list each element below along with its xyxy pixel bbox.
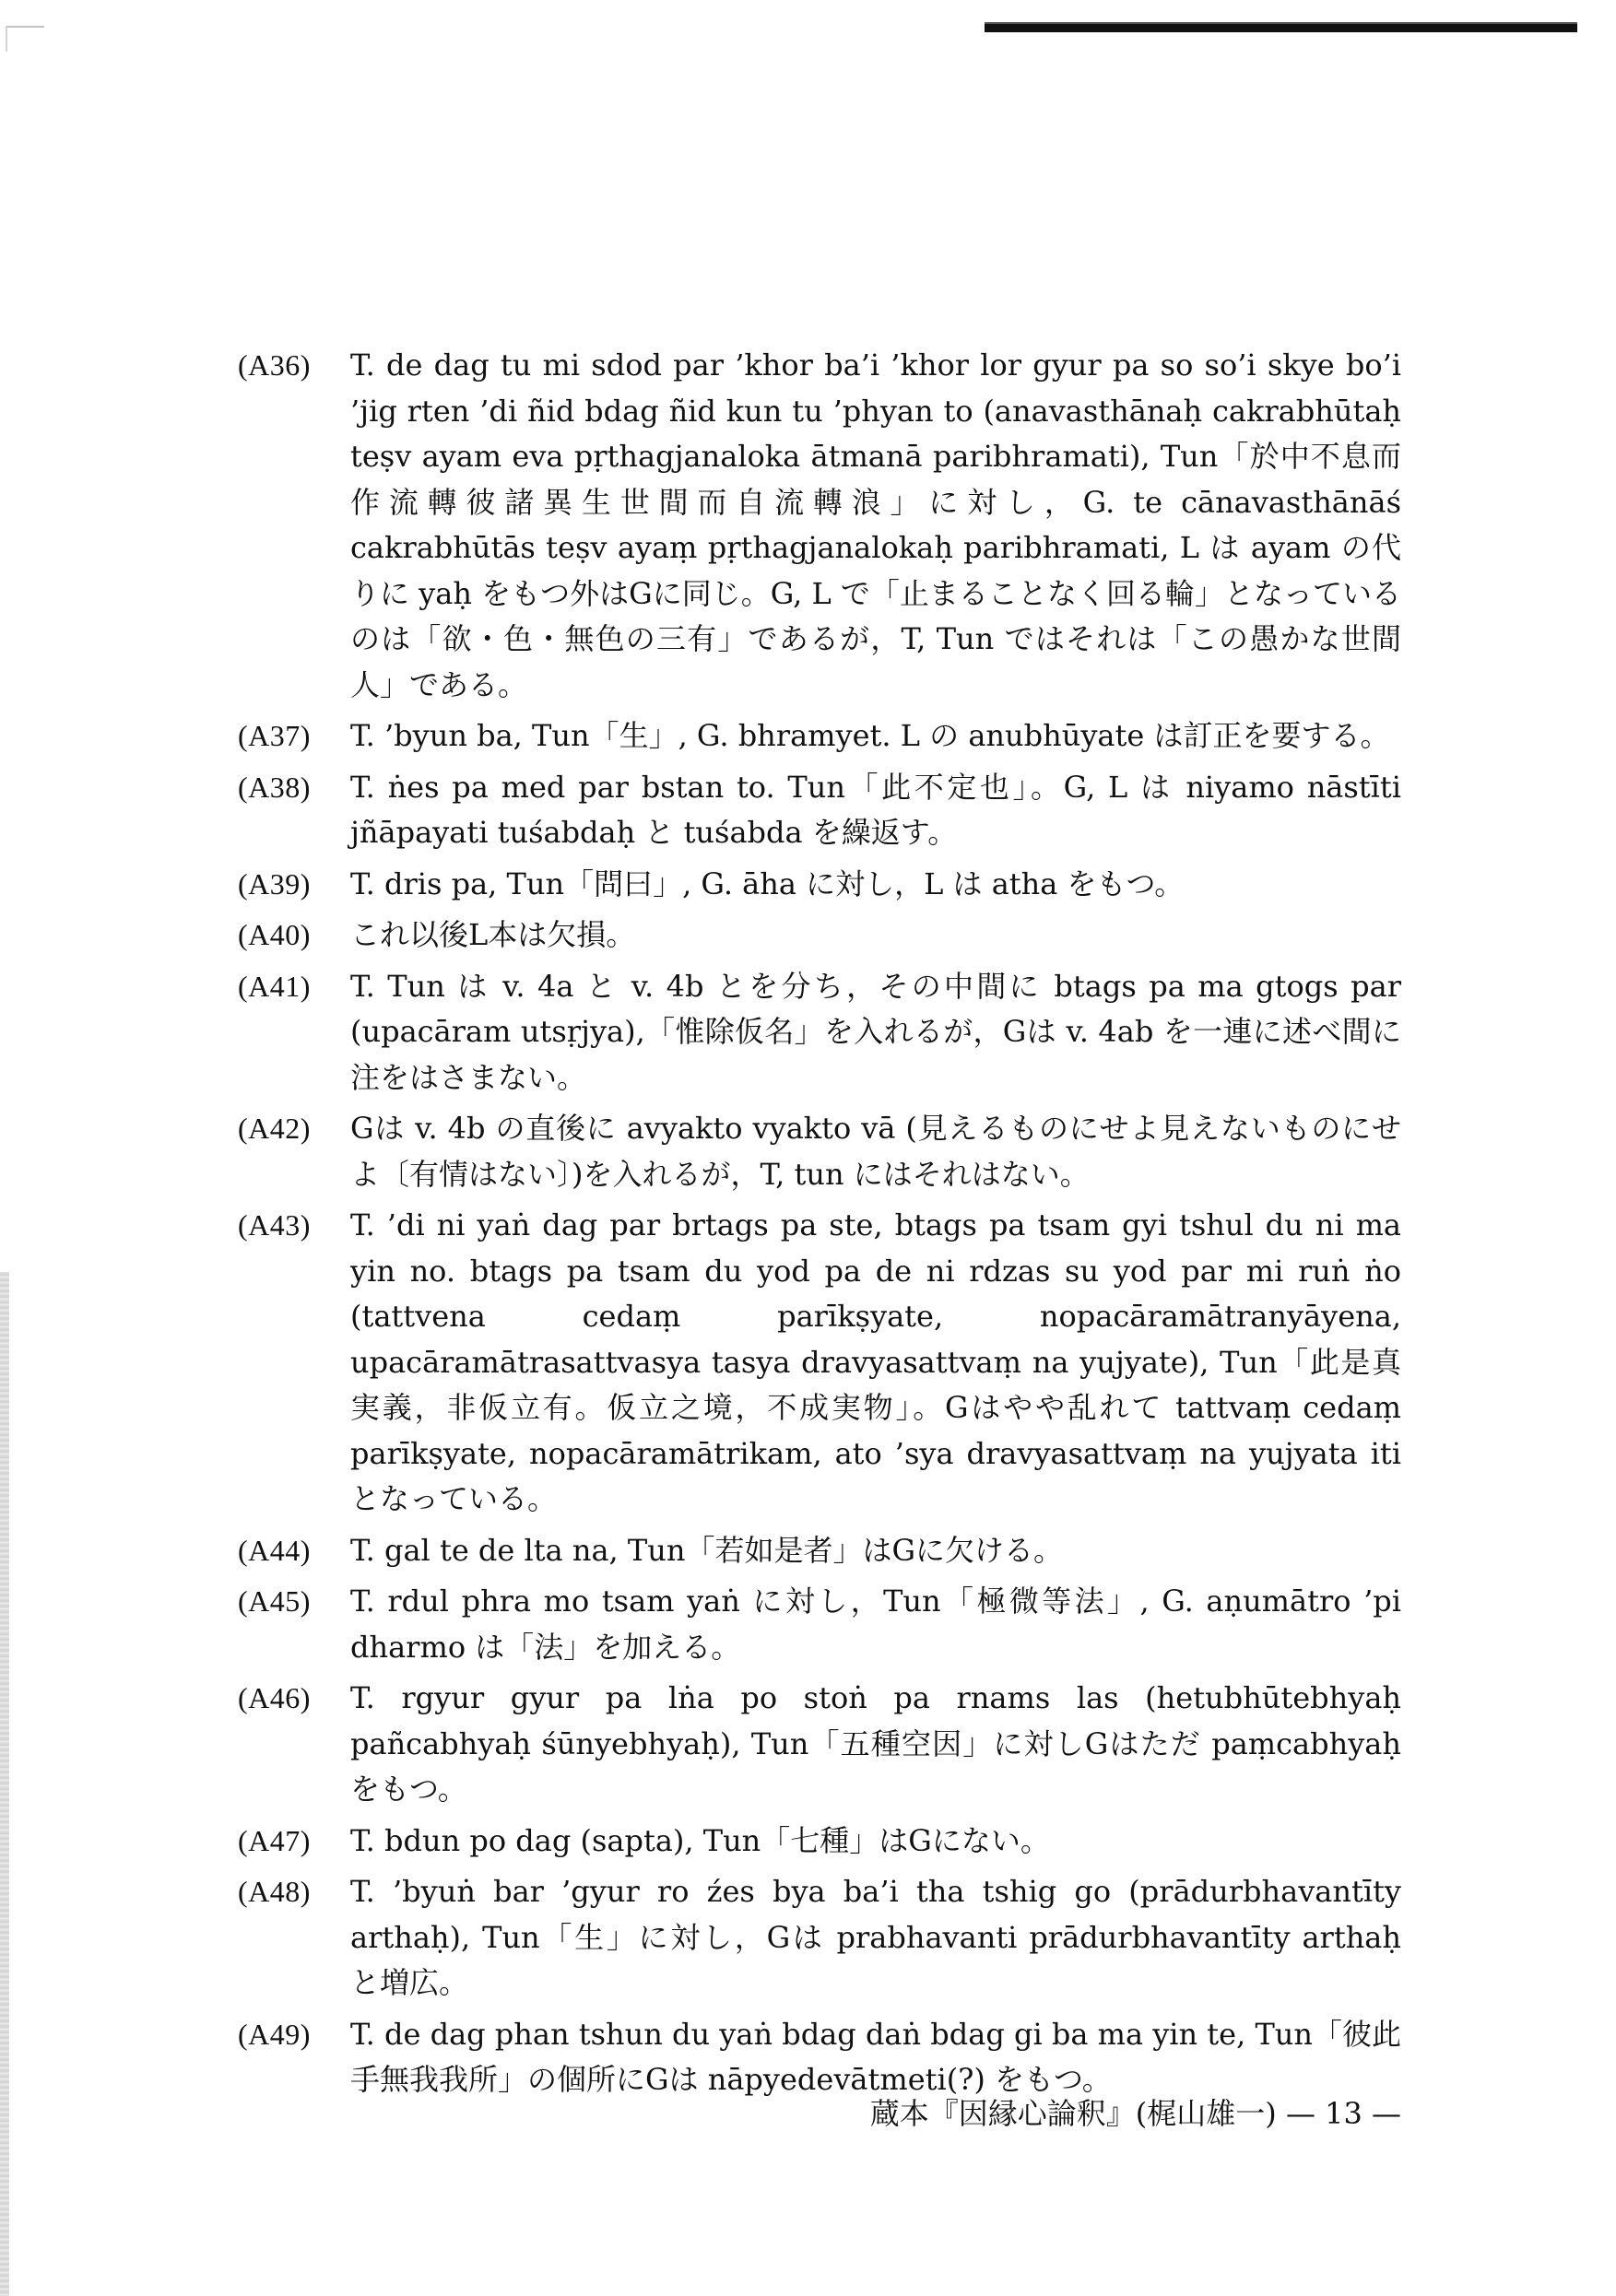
note-label: (A38) <box>238 770 311 804</box>
note-text: T. gal te de lta na, Tun「若如是者」はGに欠ける。 <box>350 1532 1064 1568</box>
note-a36 <box>238 343 1401 708</box>
note-a49 <box>238 2012 1401 2103</box>
note-text: T. de dag tu mi sdod par ’khor ba’i ’khor lor gyur pa so so’i skye bo’i ’jig rten ’di ñid bdag ñid kun tu ’phyan to (anavasthānaḥ cakrabhūtaḥ teṣv ayam eva pṛthagjanaloka ātmanā paribhramati), Tun「於中不息而作流轉彼諸異生世間而自流轉浪」に対し，G. te cānavasthānāś cakrabhūtās teṣv ayaṃ pṛthagjanalokaḥ paribhramati, L は ayam の代りに yaḥ をもつ外はGに同じ。G, L で「止まることなく回る輪」となっているのは「欲・色・無色の三有」であるが，T, Tun ではそれは「この愚かな世間人」である。 <box>350 347 1402 702</box>
page-footer <box>865 2090 1401 2137</box>
note-a47 <box>238 1819 1401 1865</box>
note-text: T. ’di ni yaṅ dag par brtags pa ste, btags pa tsam gyi tshul du ni ma yin no. btags pa tsam du yod pa de ni rdzas su yod par mi ruṅ ṅo (tattvena cedaṃ parīkṣyate, nopacāramātranyāyena, upacāramātrasattvasya tasya dravyasattvaṃ na yujyate), Tun「此是真実義，非仮立有。仮立之境，不成実物」。Gはやや乱れて tattvaṃ cedaṃ parīkṣyate, nopacāramātrikam, ato ’sya dravyasattvaṃ na yujyata iti となっている。 <box>350 1207 1401 1516</box>
note-a44 <box>238 1528 1401 1574</box>
note-text: T. ’byuṅ bar ’gyur ro źes bya ba’i tha tshig go (prādurbhavantīty arthaḥ), Tun「生」に対し，Gは prabhavanti prādurbhavantīty arthaḥ と増広。 <box>350 1874 1401 2000</box>
note-a41 <box>238 964 1401 1101</box>
note-label: (A39) <box>238 866 311 901</box>
note-a38 <box>238 765 1401 856</box>
note-text: T. rdul phra mo tsam yaṅ に対し，Tun「極微等法」, G. aṇumātro ’pi dharmo は「法」を加える。 <box>350 1584 1401 1665</box>
scan-corner-mark <box>6 26 44 52</box>
top-rule <box>985 24 1577 32</box>
notes-list <box>238 343 1401 2109</box>
note-label: (A47) <box>238 1823 311 1857</box>
note-a37 <box>238 713 1401 759</box>
note-label: (A37) <box>238 719 311 752</box>
note-a43 <box>238 1203 1401 1523</box>
note-text: これ以後L本は欠損。 <box>350 917 636 952</box>
note-a46 <box>238 1676 1401 1813</box>
note-text: Gは v. 4b の直後に avyakto vyakto vā (見えるものにせよ見えないものにせよ〔有情はない〕)を入れるが，T, tun にはそれはない。 <box>350 1111 1401 1192</box>
note-text: T. ṅes pa med par bstan to. Tun「此不定也」。G, L は niyamo nāstīti jñāpayati tuśabdaḥ と tuśabda を繰返す。 <box>350 769 1401 850</box>
running-title: 蔵本『因縁心論釈』(梶山雄一) <box>869 2096 1277 2131</box>
note-text: T. ’byun ba, Tun「生」, G. bhramyet. L の anubhūyate は訂正を要する。 <box>350 718 1390 753</box>
scan-left-edge <box>0 1272 9 2296</box>
note-text: T. dris pa, Tun「問曰」, G. āha に対し，L は atha をもつ。 <box>350 865 1185 901</box>
note-label: (A42) <box>238 1112 311 1145</box>
note-text: T. Tun は v. 4a と v. 4b とを分ち，その中間に btags pa ma gtogs par (upacāram utsṛjya),「惟除仮名」を入れるが，Gは v. 4ab を一連に述べ間に注をはさまない。 <box>350 968 1401 1095</box>
note-a42 <box>238 1106 1401 1197</box>
note-text: T. bdun po dag (sapta), Tun「七種」はGにない。 <box>350 1822 1050 1858</box>
note-label: (A44) <box>238 1533 311 1567</box>
note-a45 <box>238 1579 1401 1670</box>
note-label: (A43) <box>238 1208 311 1242</box>
note-label: (A48) <box>238 1875 311 1908</box>
note-label: (A49) <box>238 2017 311 2051</box>
page-number: — 13 — <box>1285 2096 1401 2131</box>
note-text: T. rgyur gyur pa lṅa po stoṅ pa rnams las (hetubhūtebhyaḥ pañcabhyaḥ śūnyebhyaḥ), Tun「五種空因」に対しGはただ paṃcabhyaḥ をもつ。 <box>350 1680 1401 1807</box>
note-a40 <box>238 913 1401 959</box>
note-a48 <box>238 1869 1401 2007</box>
note-label: (A41) <box>238 969 311 1003</box>
note-label: (A40) <box>238 918 311 951</box>
note-label: (A45) <box>238 1584 311 1618</box>
note-a39 <box>238 862 1401 908</box>
note-label: (A46) <box>238 1681 311 1714</box>
note-text: T. de dag phan tshun du yaṅ bdag daṅ bdag gi ba ma yin te, Tun「彼此手無我我所」の個所にGは nāpyedevātmeti(?) をもつ。 <box>350 2016 1402 2097</box>
note-label: (A36) <box>238 348 311 382</box>
